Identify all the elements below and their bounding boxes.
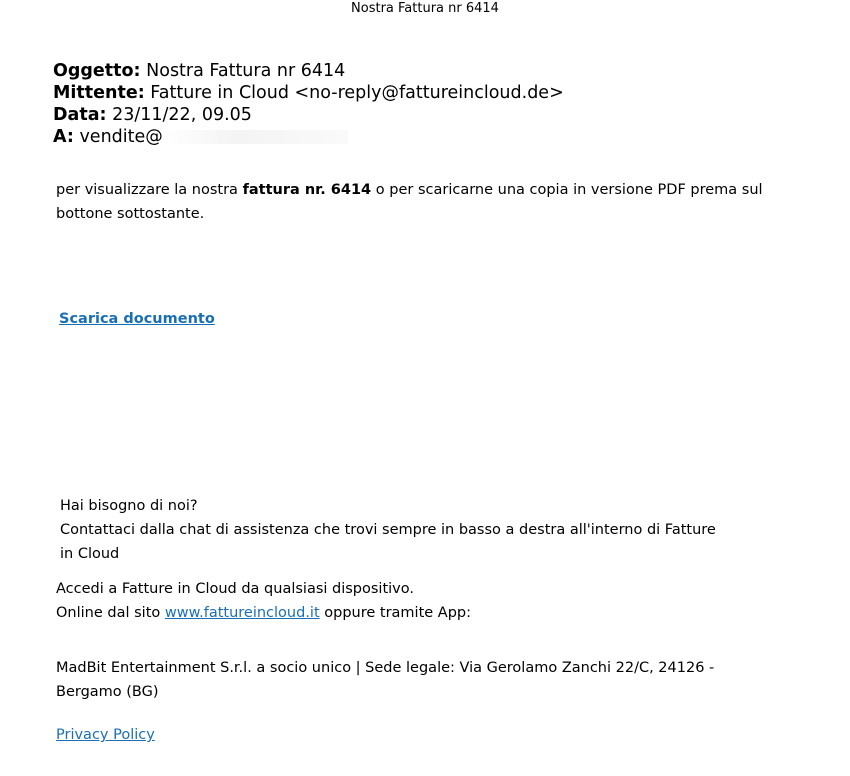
privacy-policy-link[interactable]: Privacy Policy (56, 727, 155, 743)
date-row (53, 104, 252, 126)
subject-row (53, 60, 345, 82)
recipient-value: vendite@ (79, 127, 163, 147)
recipient-label: A: (53, 127, 74, 147)
subject-label: Oggetto: (53, 61, 141, 81)
legal-line: MadBit Entertainment S.r.l. a socio unico | Sede legale: Via Gerolamo Zanchi 22/C, 24126 - (56, 660, 715, 676)
legal-footer (56, 656, 714, 704)
subject-value: Nostra Fattura nr 6414 (146, 61, 346, 81)
help-line: in Cloud (60, 546, 120, 562)
intro-line-1: per visualizzare la nostra fattura nr. 6414 o per scaricarne una copia in versione PDF prema sul (56, 182, 763, 198)
help-line: Contattaci dalla chat di assistenza che trovi sempre in basso a destra all'interno di Fatture (60, 522, 716, 538)
help-heading: Hai bisogno di noi? (60, 498, 198, 514)
access-line: Accedi a Fatture in Cloud da qualsiasi dispositivo. (56, 581, 414, 597)
access-line-2: Online dal sito www.fattureincloud.it oppure tramite App: (56, 605, 472, 621)
download-document-link[interactable]: Scarica documento (59, 311, 215, 327)
redacted-area (163, 130, 348, 144)
print-title: Nostra Fattura nr 6414 (351, 1, 499, 16)
invoice-number: fattura nr. 6414 (242, 182, 372, 198)
sender-label: Mittente: (53, 83, 145, 103)
date-label: Data: (53, 105, 107, 125)
sender-row (53, 82, 564, 104)
intro-paragraph (56, 178, 763, 226)
access-section (56, 577, 471, 625)
date-value: 23/11/22, 09.05 (112, 105, 252, 125)
help-section (60, 494, 716, 566)
recipient-row (53, 126, 348, 148)
intro-line-2: bottone sottostante. (56, 206, 205, 222)
website-link[interactable]: www.fattureincloud.it (164, 605, 320, 621)
legal-line: Bergamo (BG) (56, 684, 159, 700)
sender-value: Fatture in Cloud <no-reply@fattureincloud.de> (150, 83, 564, 103)
